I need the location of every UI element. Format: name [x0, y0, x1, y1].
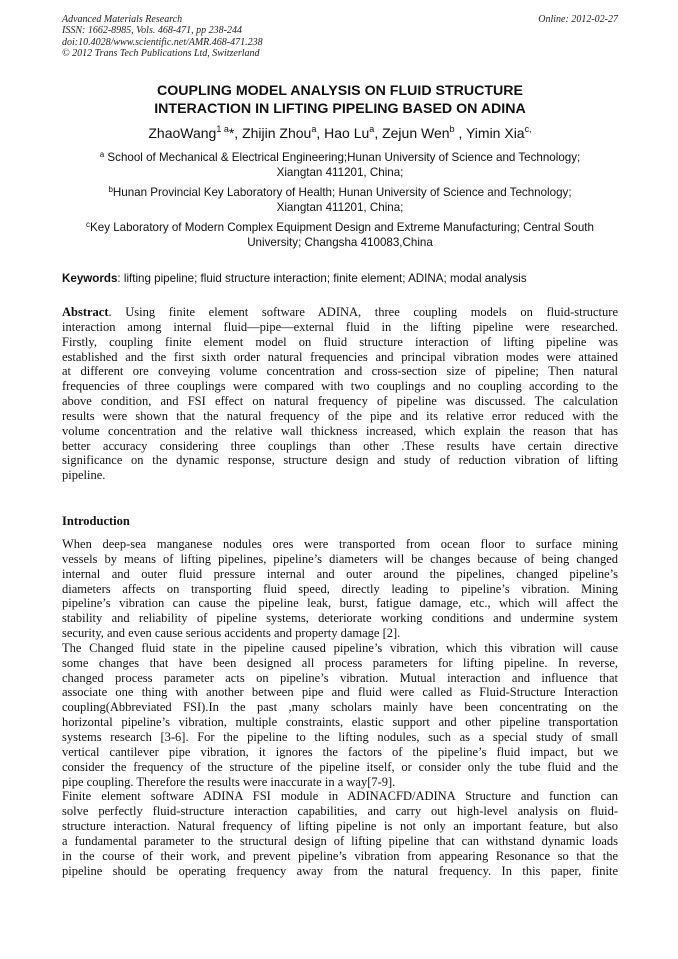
keywords-label: Keywords [62, 272, 118, 285]
affiliation-a [62, 150, 618, 180]
abstract [62, 305, 618, 483]
doi-line: doi:10.4028/www.scientific.net/AMR.468-471.238 [62, 36, 263, 48]
intro-line: in the course of their work, and prevent pipeline’s vibration from appearing Resonance so that the [62, 848, 618, 863]
intro-line: a fundamental parameter to the structural design of lifting pipeline that can withstand dynamic loads [62, 833, 618, 848]
affiliation-line: $^a$ School of Mechanical & Electrical Engineering;Hunan University of Science and Technology; [99, 150, 581, 164]
author-name: Zejun Wen [382, 125, 450, 141]
affiliation-mark: c [86, 220, 91, 229]
author-affiliation-mark: a [369, 124, 375, 134]
intro-line: security, and even cause serious accidents and property damage [2]. [62, 626, 401, 641]
author-affiliation-mark: b [449, 124, 455, 134]
title-line-2: INTERACTION IN LIFTING PIPELING BASED ON ADINA [154, 100, 526, 117]
intro-line: internal and outer fluid pressure internal and outer around the pipelines, changed pipeline’s [62, 566, 618, 581]
abstract-line: above condition, and FSI effect on natural frequency of pipeline was discussed. The calculation [62, 394, 618, 409]
author-separator: *, [228, 125, 243, 141]
author-name: ZhaoWang [148, 125, 217, 141]
intro-line: some changes that have been designed all process parameters for lifting pipeline. In reverse, [62, 655, 618, 670]
intro-line: pipe coupling. Therefore the results were inaccurate in a way[7-9]. [62, 774, 396, 789]
online-date: Online: 2012-02-27 [538, 14, 618, 25]
copyright-line: © 2012 Trans Tech Publications Ltd, Switzerland [62, 47, 260, 59]
abstract-line: established and the first sixth order natural frequencies and principal vibration modes were attained [62, 349, 618, 364]
intro-line: solve perfectly fluid-structure interaction capabilities, and carry out high-level analysis on fluid- [62, 804, 618, 819]
intro-line: stability and reliability of pipeline systems, deteriorate working conditions and undermine system [62, 611, 618, 626]
intro-line: When deep-sea manganese nodules ores were transported from ocean floor to surface mining [62, 537, 618, 551]
intro-line: horizontal pipeline’s vibration, multiple constraints, elastic support and other pipeline transportation [62, 715, 618, 730]
intro-line: systems research [3-6]. For the pipeline to the lifting nodules, such as a special study of small [62, 729, 618, 744]
abstract-line: better accuracy considering three couplings than other .These results have certain directive [62, 438, 618, 453]
journal-name: Advanced Materials Research [62, 14, 183, 25]
intro-line: consider the frequency of the structure of the pipeline itself, or consider only the tube fluid and the [62, 759, 618, 774]
abstract-line: Firstly, coupling finite element model on fluid structure interaction of lifting pipeline was [62, 334, 618, 349]
author-separator: , [454, 125, 466, 141]
keywords [62, 271, 618, 286]
intro-line: pipeline should be operating frequency away from the natural frequency. In this paper, finite [62, 863, 618, 878]
keywords-text: : lifting pipeline; fluid structure interaction; finite element; ADINA; modal analysis [117, 272, 527, 285]
intro-line: associate one thing with another between pipe and fluid were called as Fluid-Structure Interaction [62, 685, 618, 700]
intro-line: structure interaction. Natural frequency of lifting pipeline is not only an important feature, but also [62, 819, 618, 834]
abstract-line: significance on the dynamic response, structure design and study of reduction vibration of lifting [62, 453, 618, 468]
intro-line: vessels by means of lifting pipelines, pipeline’s diameters will be changes because of being changed [62, 551, 618, 566]
intro-line: coupling(Abbreviated FSI).In the past ,many scholars mainly have been concentrating on the [62, 700, 618, 715]
author-name: Hao Lu [324, 125, 370, 141]
intro-line: vertical cantilever pipe vibration, it ignores the factors of the pipeline’s fluid impact, but we [62, 744, 618, 759]
abstract-line: pipeline. [62, 468, 106, 483]
intro-line: diameters affects on transporting fluid speed, directly leading to pipeline’s vibration. Mining [62, 581, 618, 596]
affiliation-line: $^c$Key Laboratory of Modern Complex Equipment Design and Extreme Manufacturing; Central South [86, 220, 594, 234]
author-affiliation-mark: a [311, 124, 317, 134]
journal-header [62, 14, 618, 59]
section-heading-introduction: Introduction [62, 514, 130, 528]
affiliation-line: Xiangtan 411201, China; [276, 166, 404, 180]
author-affiliation-mark: c, [524, 124, 532, 134]
affiliation-line: University; Changsha 410083,China [247, 236, 433, 250]
abstract-line: at different ore conveying volume concentration and cross-section size of pipeline; Then natural [62, 364, 618, 379]
abstract-line: volume concentration and the relative wall thickness increased, which explain the reason that has [62, 423, 618, 438]
intro-line: The Changed fluid state in the pipeline caused pipeline’s vibration, which this vibration will cause [62, 640, 618, 655]
intro-line: pipeline’s vibration can cause the pipeline leak, burst, fatigue damage, etc., which will affect the [62, 596, 618, 611]
abstract-line: frequencies of three couplings were compared with two couplings and no coupling according to the [62, 379, 618, 394]
affiliation-b [62, 185, 618, 215]
intro-line: Finite element software ADINA FSI module in ADINACFD/ADINA Structure and function can [62, 789, 618, 804]
author-name: Yimin Xia [465, 125, 525, 141]
affiliation-c [62, 220, 618, 250]
intro-line: changed process parameter acts on pipeline’s vibration. Mutual interaction and influence that [62, 670, 618, 685]
affiliation-line: $^b$Hunan Provincial Key Laboratory of Health; Hunan University of Science and Technology; [108, 185, 572, 199]
abstract-line: Abstract. Using finite element software ADINA, three coupling models on fluid-structure [62, 305, 618, 319]
author-name: Zhijin Zhou [242, 125, 312, 141]
introduction-body [62, 537, 618, 878]
title-line-1: COUPLING MODEL ANALYSIS ON FLUID STRUCTURE [157, 83, 523, 99]
abstract-line: results were shown that the natural frequency of the pipe and its relative error reduced with the [62, 408, 618, 423]
issn-line: ISSN: 1662-8985, Vols. 468-471, pp 238-244 [62, 25, 242, 37]
author-affiliation-mark: 1 a [216, 124, 229, 134]
abstract-line: interaction among internal fluid—pipe—external fluid in the lifting pipeline were researched. [62, 319, 618, 334]
affiliation-mark: a [99, 150, 105, 159]
author-separator: , [374, 125, 383, 141]
affiliation-line: Xiangtan 411201, China; [276, 201, 404, 215]
author-list [62, 124, 618, 142]
affiliation-mark: b [108, 185, 113, 194]
paper-title [62, 83, 618, 118]
author-separator: , [316, 125, 325, 141]
abstract-label: Abstract [62, 305, 109, 319]
